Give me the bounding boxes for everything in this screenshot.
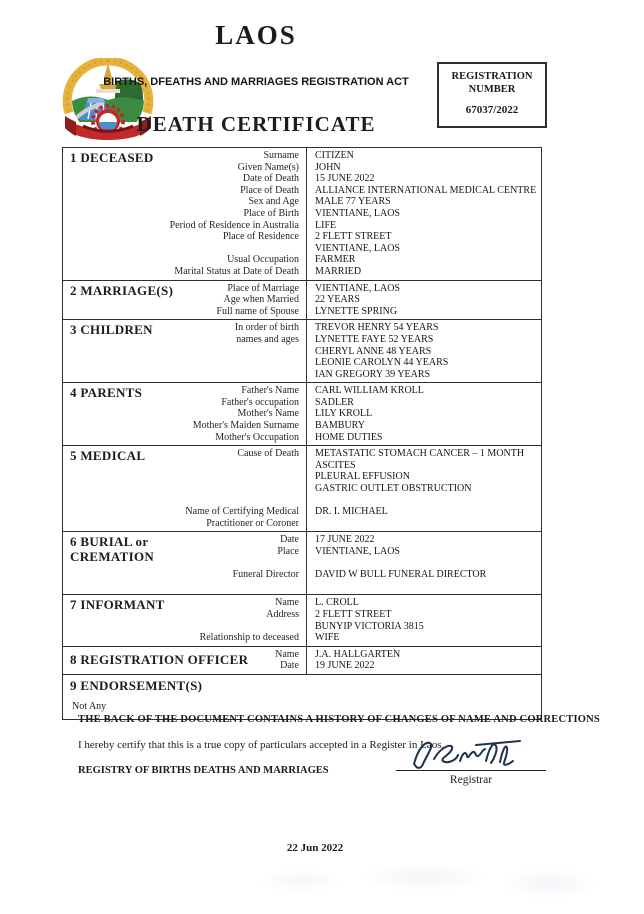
section-title: 2 MARRIAGE(S): [70, 282, 174, 298]
field-value: ALLIANCE INTERNATIONAL MEDICAL CENTRE: [315, 184, 537, 196]
field-value: 17 JUNE 2022: [315, 534, 375, 546]
field-value: DR. I. MICHAEL: [315, 506, 388, 518]
field-value: VIENTIANE, LAOS: [315, 282, 400, 294]
registration-number-label: REGISTRATION NUMBER: [451, 71, 533, 95]
field-label: Date: [280, 660, 299, 672]
field-value: LILY KROLL: [315, 408, 373, 420]
field-label: Address: [266, 608, 299, 620]
field-label: Date of Death: [242, 173, 299, 185]
field-label: Marital Status at Date of Death: [174, 265, 299, 277]
registrar-signature-icon: [406, 736, 536, 770]
field-value: L. CROLL: [315, 597, 359, 609]
field-value: BUNYIP VICTORIA 3815: [315, 620, 424, 632]
field-label: Usual Occupation: [227, 254, 299, 266]
field-label: Practitioner or Coroner: [206, 517, 299, 529]
field-label: Surname: [263, 150, 299, 161]
field-value: METASTATIC STOMACH CANCER – 1 MONTH: [315, 448, 525, 460]
section-note: Not Any: [72, 700, 107, 712]
label-column: [63, 446, 306, 531]
registrar-signature-block: [396, 736, 546, 786]
section-title: 7 INFORMANT: [70, 597, 165, 613]
label-column: [63, 281, 306, 320]
field-label: Full name of Spouse: [216, 305, 299, 317]
field-value: SADLER: [315, 396, 354, 408]
field-value: CARL WILLIAM KROLL: [315, 385, 424, 397]
value-column: [306, 532, 541, 594]
section-parents: [63, 382, 541, 445]
field-label: Father's occupation: [221, 396, 299, 408]
field-label: Mother's Maiden Surname: [192, 420, 299, 432]
field-label: Name of Certifying Medical: [185, 506, 299, 518]
value-column: [306, 647, 541, 674]
label-column: [63, 595, 306, 645]
section-registration-officer: [63, 646, 541, 674]
section-informant: [63, 594, 541, 645]
field-value: 2 FLETT STREET: [315, 608, 392, 620]
field-value: FARMER: [315, 254, 356, 266]
field-label: Mother's Name: [237, 408, 299, 420]
value-column: [306, 446, 541, 531]
value-column: [306, 148, 541, 280]
registration-number-value: 67037/2022: [465, 104, 519, 116]
field-label: [63, 346, 306, 358]
field-value: J.A. HALLGARTEN: [315, 648, 401, 660]
field-value: LIFE: [315, 219, 337, 231]
scan-watermark: [230, 858, 620, 904]
field-label: [63, 369, 306, 381]
label-column: [63, 148, 306, 280]
field-label: Date: [280, 534, 299, 546]
field-label: Funeral Director: [232, 569, 299, 581]
registration-number-box: [437, 62, 547, 128]
field-value: TREVOR HENRY 54 YEARS: [315, 322, 439, 334]
field-value: VIENTIANE, LAOS: [315, 242, 400, 254]
field-value: 19 JUNE 2022: [315, 660, 375, 672]
section-title: 9 ENDORSEMENT(S): [70, 677, 203, 693]
field-label: [63, 243, 306, 255]
section-title: 1 DECEASED: [70, 150, 154, 165]
print-date: 22 Jun 2022: [286, 842, 344, 854]
field-value: MARRIED: [315, 265, 362, 277]
back-of-document-note: THE BACK OF THE DOCUMENT CONTAINS A HISTORY OF CHANGES OF NAME AND CORRECTIONS: [78, 714, 600, 725]
value-column: [306, 281, 541, 320]
field-value: ASCITES: [315, 459, 356, 471]
section-marriages: [63, 280, 541, 320]
label-column: [63, 532, 306, 594]
value-column: [306, 320, 541, 382]
label-column: [63, 383, 306, 445]
field-value: CITIZEN: [315, 150, 354, 161]
section-title: 6 BURIAL or CREMATION: [70, 534, 155, 565]
registry-title: REGISTRY OF BIRTHS DEATHS AND MARRIAGES: [78, 765, 329, 776]
section-children: [63, 319, 541, 382]
field-value: MALE 77 YEARS: [315, 196, 391, 208]
field-label: Age when Married: [223, 294, 299, 306]
field-label: [63, 357, 306, 369]
field-label: [63, 581, 306, 593]
section-title: 8 REGISTRATION OFFICER: [70, 652, 249, 668]
section-deceased: [63, 148, 541, 280]
section-endorsements: [63, 674, 541, 719]
field-value: IAN GREGORY 39 YEARS: [315, 368, 431, 380]
section-medical: [63, 445, 541, 531]
field-value: LEONIE CAROLYN 44 YEARS: [315, 357, 449, 369]
field-labels: [63, 150, 306, 278]
document-title: DEATH CERTIFICATE: [136, 112, 376, 136]
signature-line: [396, 770, 546, 771]
field-value: VIENTIANE, LAOS: [315, 546, 400, 557]
section-title: 3 CHILDREN: [70, 322, 153, 338]
label-column: [63, 647, 306, 674]
field-value: GASTRIC OUTLET OBSTRUCTION: [315, 483, 472, 495]
field-value: DAVID W BULL FUNERAL DIRECTOR: [315, 569, 487, 581]
field-label: [63, 495, 306, 507]
field-label: names and ages: [236, 333, 299, 345]
section-burial: [63, 531, 541, 594]
field-label: Place: [277, 546, 299, 557]
field-value: HOME DUTIES: [315, 431, 383, 443]
field-label: [63, 471, 306, 483]
field-label: Name: [275, 597, 299, 609]
field-label: Relationship to deceased: [199, 632, 299, 644]
field-value: [307, 495, 541, 507]
act-title: BIRTHS, DFEATHS AND MARRIAGES REGISTRATION ACT: [103, 76, 409, 88]
field-label: Given Name(s): [237, 161, 299, 173]
field-label: Place of Birth: [243, 207, 299, 219]
value-column: [306, 383, 541, 445]
field-label: Cause of Death: [237, 448, 299, 460]
field-value: LYNETTE FAYE 52 YEARS: [315, 333, 434, 345]
field-value: BAMBURY: [315, 420, 366, 432]
field-value: VIENTIANE, LAOS: [315, 207, 400, 219]
field-value: LYNETTE SPRING: [315, 305, 398, 317]
country-title: LAOS: [215, 20, 297, 50]
section-title: 4 PARENTS: [70, 385, 143, 401]
field-label: In order of birth: [234, 322, 299, 334]
field-label: Place of Residence: [222, 231, 299, 243]
field-label: Place of Death: [240, 184, 299, 196]
field-value: 15 JUNE 2022: [315, 173, 375, 185]
field-value: WIFE: [315, 632, 340, 644]
field-label: Mother's Occupation: [215, 431, 299, 443]
section-title: 5 MEDICAL: [70, 448, 146, 464]
field-value: JOHN: [315, 161, 341, 173]
field-value: 22 YEARS: [315, 294, 360, 306]
field-label: Name: [275, 648, 299, 660]
field-label: Sex and Age: [248, 196, 299, 208]
field-value: 2 FLETT STREET: [315, 231, 392, 243]
value-column: [306, 595, 541, 645]
field-value: PLEURAL EFFUSION: [315, 471, 410, 483]
field-label: Father's Name: [241, 385, 299, 397]
certification-statement: I hereby certify that this is a true copy of particulars accepted in a Register in Laos.: [78, 739, 445, 751]
field-value: [307, 581, 541, 593]
field-value: [307, 558, 541, 570]
field-value: CHERYL ANNE 48 YEARS: [315, 345, 432, 357]
field-label: Place of Marriage: [227, 282, 299, 294]
label-column: [63, 320, 306, 382]
field-value: [307, 518, 541, 530]
registrar-label: Registrar: [449, 774, 493, 786]
certificate-table: [62, 147, 542, 720]
field-label: Period of Residence in Australia: [169, 219, 299, 231]
field-label: [63, 621, 306, 633]
field-label: [63, 483, 306, 495]
